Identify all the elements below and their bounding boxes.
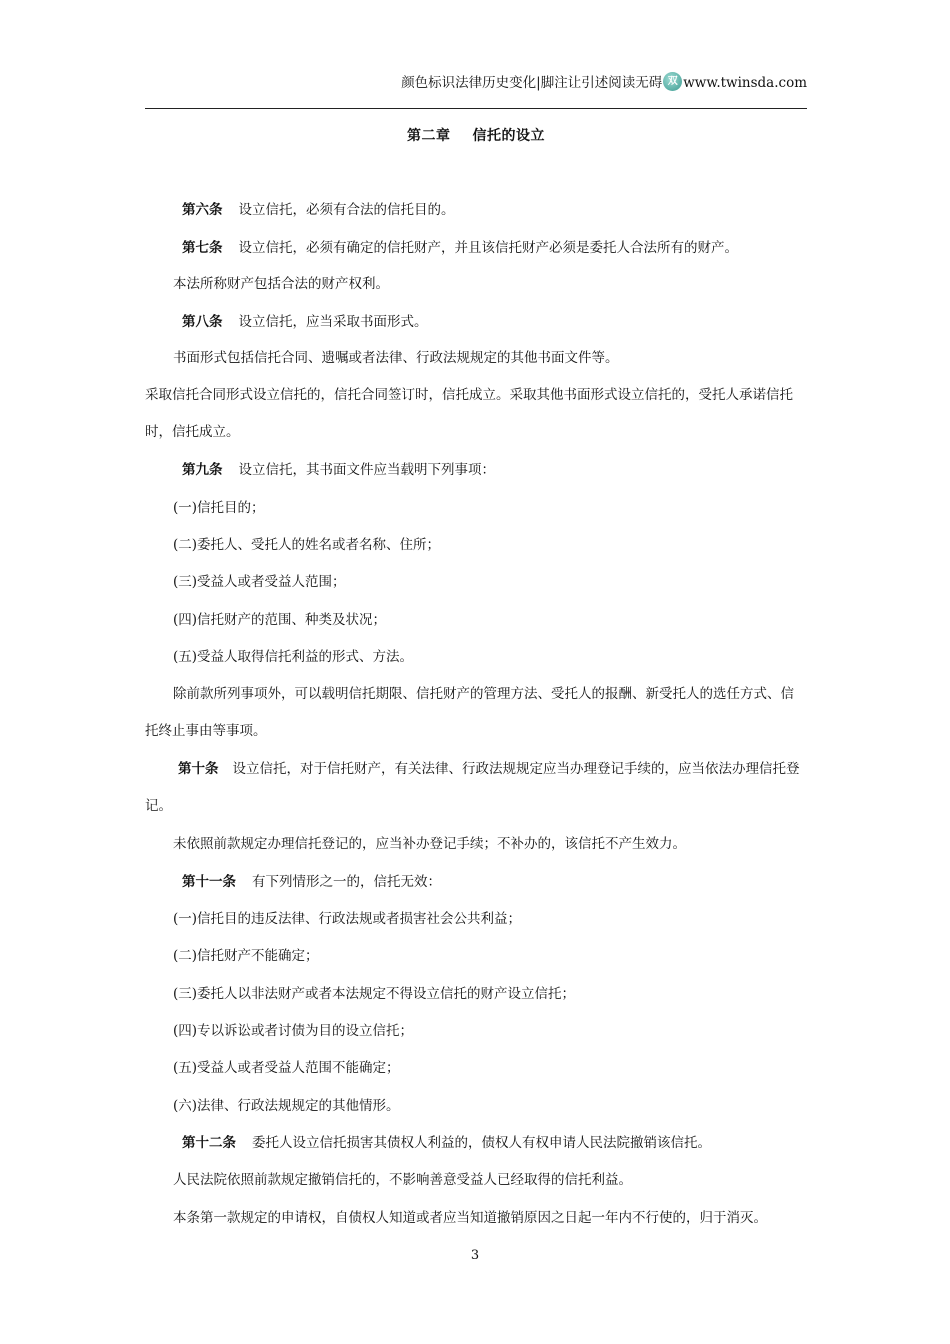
- chapter-number: 第二章: [407, 128, 451, 144]
- list-item: (二)委托人、受托人的姓名或者名称、住所；: [173, 537, 441, 553]
- paragraph: 本法所称财产包括合法的财产权利。: [173, 276, 389, 292]
- article-text: 设立信托，必须有确定的信托财产，并且该信托财产必须是委托人合法所有的财产。: [238, 240, 738, 256]
- article-6: [145, 200, 807, 220]
- article-text: 设立信托，必须有合法的信托目的。: [238, 202, 455, 218]
- article-12: [145, 1133, 807, 1153]
- article-label: 第十二条: [182, 1135, 236, 1151]
- article-label: 第七条: [182, 240, 223, 256]
- article-text: 有下列情形之一的，信托无效：: [252, 874, 441, 890]
- list-item: (一)信托目的；: [173, 500, 265, 516]
- list-item: (六)法律、行政法规规定的其他情形。: [173, 1098, 400, 1114]
- chapter-name: 信托的设立: [472, 128, 545, 144]
- list-item: (五)受益人或者受益人范围不能确定；: [173, 1060, 400, 1076]
- header-url: www.twinsda.com: [683, 75, 807, 91]
- list-item: (四)专以诉讼或者讨债为目的设立信托；: [173, 1023, 414, 1039]
- paragraph: 未依照前款规定办理信托登记的，应当补办登记手续；不补办的，该信托不产生效力。: [173, 836, 686, 852]
- article-label: 第八条: [182, 314, 223, 330]
- list-item: (三)受益人或者受益人范围；: [173, 574, 346, 590]
- list-item: (三)委托人以非法财产或者本法规定不得设立信托的财产设立信托；: [173, 986, 576, 1002]
- article-8: [145, 312, 807, 332]
- twinsda-logo-icon: 双: [663, 72, 682, 91]
- article-text: 设立信托，应当采取书面形式。: [238, 314, 428, 330]
- list-item: (五)受益人取得信托利益的形式、方法。: [173, 649, 414, 665]
- paragraph: 书面形式包括信托合同、遗嘱或者法律、行政法规规定的其他书面文件等。: [173, 350, 619, 366]
- paragraph: 本条第一款规定的申请权，自债权人知道或者应当知道撤销原因之日起一年内不行使的，归于消灭。: [173, 1210, 767, 1226]
- article-7: [145, 238, 807, 258]
- paragraph: 除前款所列事项外，可以载明信托期限、信托财产的管理方法、受托人的报酬、新受托人的选任方式、信托终止事由等事项。: [145, 686, 794, 739]
- article-text: 设立信托，对于信托财产，有关法律、行政法规规定应当办理登记手续的，应当依法办理信托登记。: [145, 761, 800, 814]
- article-label: 第六条: [182, 202, 223, 218]
- header-text: 颜色标识法律历史变化|脚注让引述阅读无碍: [401, 75, 663, 91]
- article-text: 委托人设立信托损害其债权人利益的，债权人有权申请人民法院撤销该信托。: [252, 1135, 711, 1151]
- article-9: [145, 460, 807, 480]
- paragraph: 人民法院依照前款规定撤销信托的，不影响善意受益人已经取得的信托利益。: [173, 1172, 632, 1188]
- chapter-title: [145, 125, 807, 145]
- article-10: [145, 751, 807, 825]
- article-text: 设立信托，其书面文件应当载明下列事项：: [238, 462, 495, 478]
- paragraph: 采取信托合同形式设立信托的，信托合同签订时，信托成立。采取其他书面形式设立信托的，受托人承诺信托时，信托成立。: [145, 387, 793, 440]
- article-label: 第十条: [178, 761, 219, 777]
- article-11: [145, 872, 807, 892]
- list-item: (一)信托目的违反法律、行政法规或者损害社会公共利益；: [173, 911, 522, 927]
- article-label: 第九条: [182, 462, 223, 478]
- header-divider: [145, 108, 807, 109]
- list-item: (二)信托财产不能确定；: [173, 948, 319, 964]
- list-item: (四)信托财产的范围、种类及状况；: [173, 612, 387, 628]
- page-number: 3: [470, 1248, 480, 1263]
- article-label: 第十一条: [182, 874, 236, 890]
- page-header: [145, 72, 807, 92]
